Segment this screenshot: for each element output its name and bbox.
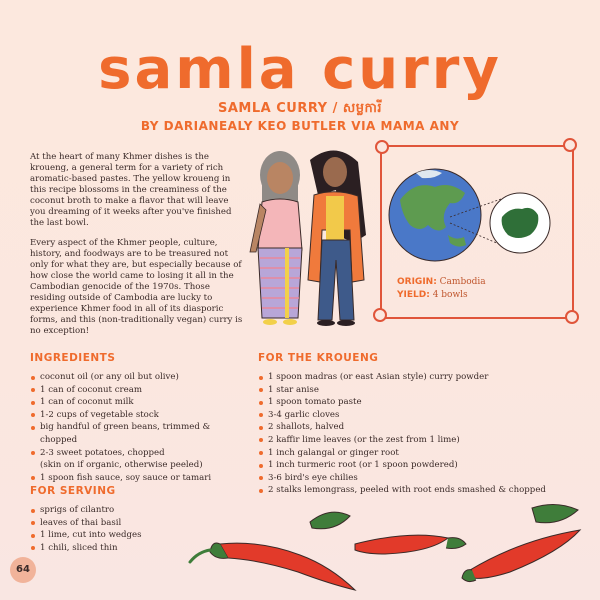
kroueng-title: FOR THE KROUENG xyxy=(258,352,379,364)
ingredients-title: INGREDIENTS xyxy=(30,352,116,364)
chili-decoration xyxy=(180,500,600,600)
intro-text xyxy=(30,152,245,346)
origin-label: ORIGIN: xyxy=(397,277,437,287)
yield-label: YIELD: xyxy=(397,290,430,300)
ingredient-item: 2-3 sweet potatoes, chopped xyxy=(30,447,250,460)
ingredient-item: 1-2 cups of vegetable stock xyxy=(30,409,250,422)
intro-paragraph: Every aspect of the Khmer people, culture, history, and foodways are to be treasured not only for what they are, but especially because of how close the world came to losing it all in the Cambodian genocide of the 1970s. Those residing outside of Cambodia are lucky to experience Khmer food in all of its diasporic forms, and this (non-traditionally vegan) curry is no exception! xyxy=(30,238,243,336)
recipe-title: samla curry xyxy=(98,37,502,102)
ingredient-item: big handful of green beans, trimmed & chopped xyxy=(30,421,250,446)
yield-line xyxy=(397,289,486,302)
kroueng-item: 1 inch turmeric root (or 1 spoon powdered) xyxy=(258,459,578,472)
ingredient-item: 1 can of coconut milk xyxy=(30,396,250,409)
frame-corner-ring xyxy=(373,308,387,322)
recipe-subtitle: SAMLA CURRY / សម្លការី xyxy=(218,101,382,116)
kroueng-item: 1 spoon tomato paste xyxy=(258,396,578,409)
ingredient-item: 1 spoon fish sauce, soy sauce or tamari xyxy=(30,472,250,485)
kroueng-item: 1 inch galangal or ginger root xyxy=(258,447,578,460)
origin-value: Cambodia xyxy=(439,277,486,287)
serving-item: sprigs of cilantro xyxy=(30,504,230,517)
origin-line xyxy=(397,276,486,289)
serving-title: FOR SERVING xyxy=(30,485,116,497)
recipe-byline: BY DARIANEALY KEO BUTLER VIA MAMA ANY xyxy=(140,119,460,133)
ingredient-item: coconut oil (or any oil but olive) xyxy=(30,371,250,384)
ingredient-item-note: (skin on if organic, otherwise peeled) xyxy=(40,460,203,471)
serving-item: 1 lime, cut into wedges xyxy=(30,529,230,542)
kroueng-item: 2 shallots, halved xyxy=(258,421,578,434)
kroueng-item: 1 star anise xyxy=(258,384,578,397)
recipe-meta xyxy=(397,276,486,302)
kroueng-item: 1 spoon madras (or east Asian style) curry powder xyxy=(258,371,578,384)
ingredients-list xyxy=(30,371,250,484)
kroueng-item: 2 kaffir lime leaves (or the zest from 1 lime) xyxy=(258,434,578,447)
serving-item: 1 chili, sliced thin xyxy=(30,542,230,555)
intro-paragraph: At the heart of many Khmer dishes is the kroueng, a general term for a variety of rich aromatic-based pastes. The yellow kroueng in this recipe blossoms in the creaminess of the coconut broth to make a flavor that will leave you dreaming of it weeks after you've finished the last bowl. xyxy=(30,152,232,228)
ingredient-item: 1 can of coconut cream xyxy=(30,384,250,397)
people-illustration xyxy=(240,140,380,330)
kroueng-item: 3-6 bird's eye chilies xyxy=(258,472,578,485)
globe-illustration xyxy=(380,145,570,275)
kroueng-item: 3-4 garlic cloves xyxy=(258,409,578,422)
page-number: 64 xyxy=(10,557,36,583)
kroueng-list xyxy=(258,371,578,497)
yield-value: 4 bowls xyxy=(432,290,468,300)
serving-item: leaves of thai basil xyxy=(30,517,230,530)
kroueng-item: 2 stalks lemongrass, peeled with root ends smashed & chopped xyxy=(258,484,578,497)
